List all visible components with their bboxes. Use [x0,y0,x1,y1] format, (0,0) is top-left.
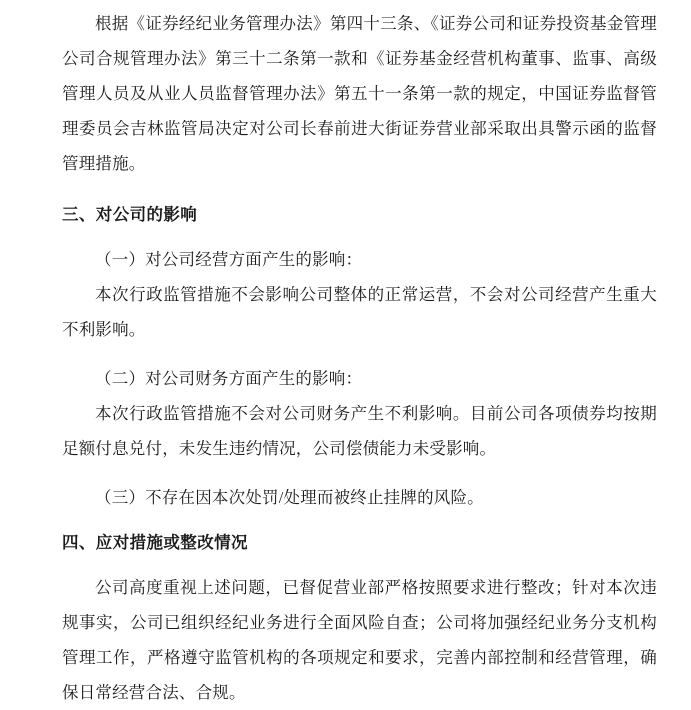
spacer [62,232,657,242]
spacer [62,560,657,570]
subsection-delisting-risk: （三）不存在因本次处罚/处理而被终止挂牌的风险。 [95,488,484,507]
subsection-body-rectification: 公司高度重视上述问题，已督促营业部严格按照要求进行整改；针对本次违规事实，公司已组织经纪业务进行全面风险自查；公司将加强经纪业务分支机构管理工作，严格遵守监管机构的各项规定和要求，完善内部控制和经营管理，确保日常经营合法、合规。 [62,578,657,702]
spacer [62,181,657,197]
spacer [62,466,657,480]
subsection-label-finance-impact: （二）对公司财务方面产生的影响： [95,369,363,388]
paragraph-regulatory-basis: 根据《证券经纪业务管理办法》第四十三条、《证券公司和证券投资基金管理公司合规管理办法》第三十二条第一款和《证券基金经营机构董事、监事、高级管理人员及从业人员监督管理办法》第五十一条第一款的规定，中国证券监督管理委员会吉林监管局决定对公司长春前进大街证券营业部采取出具警示函的监督管理措施。 [62,14,657,173]
subsection-body-finance-impact: 本次行政监管措施不会对公司财务产生不利影响。目前公司各项债券均按期足额付息兑付，未发生违约情况，公司偿债能力未受影响。 [62,404,657,458]
subsection-label-operation-impact: （一）对公司经营方面产生的影响： [95,250,363,269]
section-heading-measures: 四、应对措施或整改情况 [62,533,248,552]
spacer [62,515,657,525]
section-heading-impact: 三、对公司的影响 [62,205,198,224]
spacer [62,347,657,361]
subsection-body-operation-impact: 本次行政监管措施不会影响公司整体的正常运营，不会对公司经营产生重大不利影响。 [62,285,657,339]
